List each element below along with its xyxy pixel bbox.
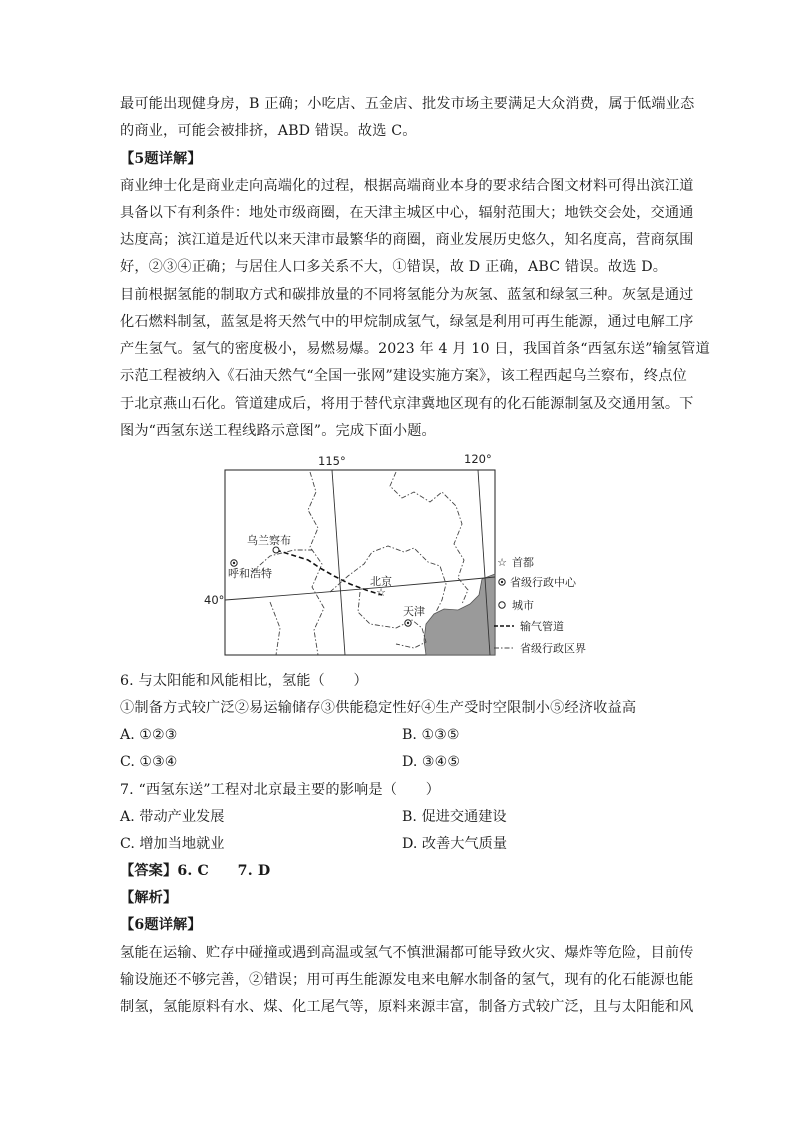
material-line: 化石燃料制氢，蓝氢是将天然气中的甲烷制成氢气，绿氢是利用可再生能源，通过电解工序	[120, 314, 694, 330]
wulanchabu-marker	[273, 547, 279, 553]
lat-40-label: 40°	[204, 593, 225, 607]
q5-line: 达度高；滨江道是近代以来天津市最繁华的商圈，商业发展历史悠久，知名度高，营商氛围	[120, 232, 694, 248]
q5-line: 商业绅士化是商业走向高端化的过程，根据高端商业本身的要求结合图文材料可得出滨江道	[120, 178, 694, 194]
answer-line: 【答案】6. C 7. D	[120, 863, 271, 879]
legend-city-icon	[499, 602, 505, 608]
q6-detail-header: 【6题详解】	[120, 917, 202, 933]
legend-capital-icon: ☆	[497, 556, 507, 569]
analysis-header: 【解析】	[120, 890, 178, 906]
legend-city-label: 城市	[512, 599, 534, 612]
q6-detail-line: 输设施还不够完善，②错误；用可再生能源发电来电解水制备的氢气，现有的化石能源也能	[120, 972, 694, 988]
map-legend	[494, 555, 586, 655]
legend-provincial-center-dot	[501, 581, 503, 583]
material-line: 产生氢气。氢气的密度极小，易燃易爆。2023 年 4 月 10 日，我国首条“西氢东送”输氢管道	[120, 341, 710, 357]
legend-capital-label: 首都	[512, 556, 534, 569]
q6-option-c: C. ①③④	[120, 754, 178, 770]
lon-120-label: 120°	[464, 452, 492, 466]
material-line: 目前根据氢能的制取方式和碳排放量的不同将氢能分为灰氢、蓝氢和绿氢三种。灰氢是通过	[120, 287, 694, 303]
q7-stem: 7. “西氢东送”工程对北京最主要的影响是（ ）	[120, 782, 441, 798]
q7-option-c: C. 增加当地就业	[120, 836, 225, 852]
legend-provincial-center-label: 省级行政中心	[510, 576, 576, 589]
intro-line: 最可能出现健身房，B 正确；小吃店、五金店、批发市场主要满足大众消费，属于低端业态	[120, 96, 695, 112]
q6-items: ①制备方式较广泛②易运输储存③供能稳定性好④生产受时空限制小⑤经济收益高	[120, 700, 637, 716]
intro-line: 的商业，可能会被排挤，ABD 错误。故选 C。	[120, 123, 417, 139]
beijing-star: ☆	[376, 586, 386, 599]
material-line: 图为“西氢东送工程线路示意图”。完成下面小题。	[120, 423, 436, 439]
legend-boundary-label: 省级行政区界	[520, 642, 586, 655]
q7-option-a: A. 带动产业发展	[120, 809, 225, 825]
q6-detail-line: 氢能在运输、贮存中碰撞或遇到高温或氢气不慎泄漏都可能导致火灾、爆炸等危险，目前传	[120, 945, 694, 961]
q7-option-d: D. 改善大气质量	[402, 836, 508, 852]
q5-header: 【5题详解】	[120, 151, 202, 167]
wulanchabu-label: 乌兰察布	[247, 534, 291, 547]
material-line: 示范工程被纳入《石油天然气“全国一张网”建设实施方案》，该工程西起乌兰察布，终点位	[120, 368, 687, 384]
pipeline-route-map	[200, 452, 600, 664]
q5-line: 好，②③④正确；与居住人口多关系不大，①错误，故 D 正确，ABC 错误。故选 D。	[120, 259, 668, 275]
huhehaote-marker-dot	[233, 562, 235, 564]
q6-stem: 6. 与太阳能和风能相比，氢能（ ）	[120, 673, 368, 689]
tianjin-marker-dot	[407, 622, 409, 624]
lon-115-label: 115°	[318, 454, 346, 468]
q6-option-a: A. ①②③	[120, 727, 178, 743]
q7-option-b: B. 促进交通建设	[402, 809, 507, 825]
q5-line: 具备以下有利条件：地处市级商圈，在天津主城区中心，辐射范围大；地铁交会处，交通通	[120, 205, 694, 221]
huhehaote-label: 呼和浩特	[228, 567, 272, 580]
beijing-label: 北京	[370, 575, 392, 588]
q6-option-d: D. ③④⑤	[402, 754, 461, 770]
q6-detail-line: 制氢，氢能原料有水、煤、化工尾气等，原料来源丰富，制备方式较广泛，且与太阳能和风	[120, 999, 694, 1015]
legend-pipeline-label: 输气管道	[520, 620, 564, 633]
material-line: 于北京燕山石化。管道建成后，将用于替代京津冀地区现有的化石能源制氢及交通用氢。下	[120, 396, 694, 412]
tianjin-label: 天津	[403, 605, 425, 618]
q6-option-b: B. ①③⑤	[402, 727, 460, 743]
